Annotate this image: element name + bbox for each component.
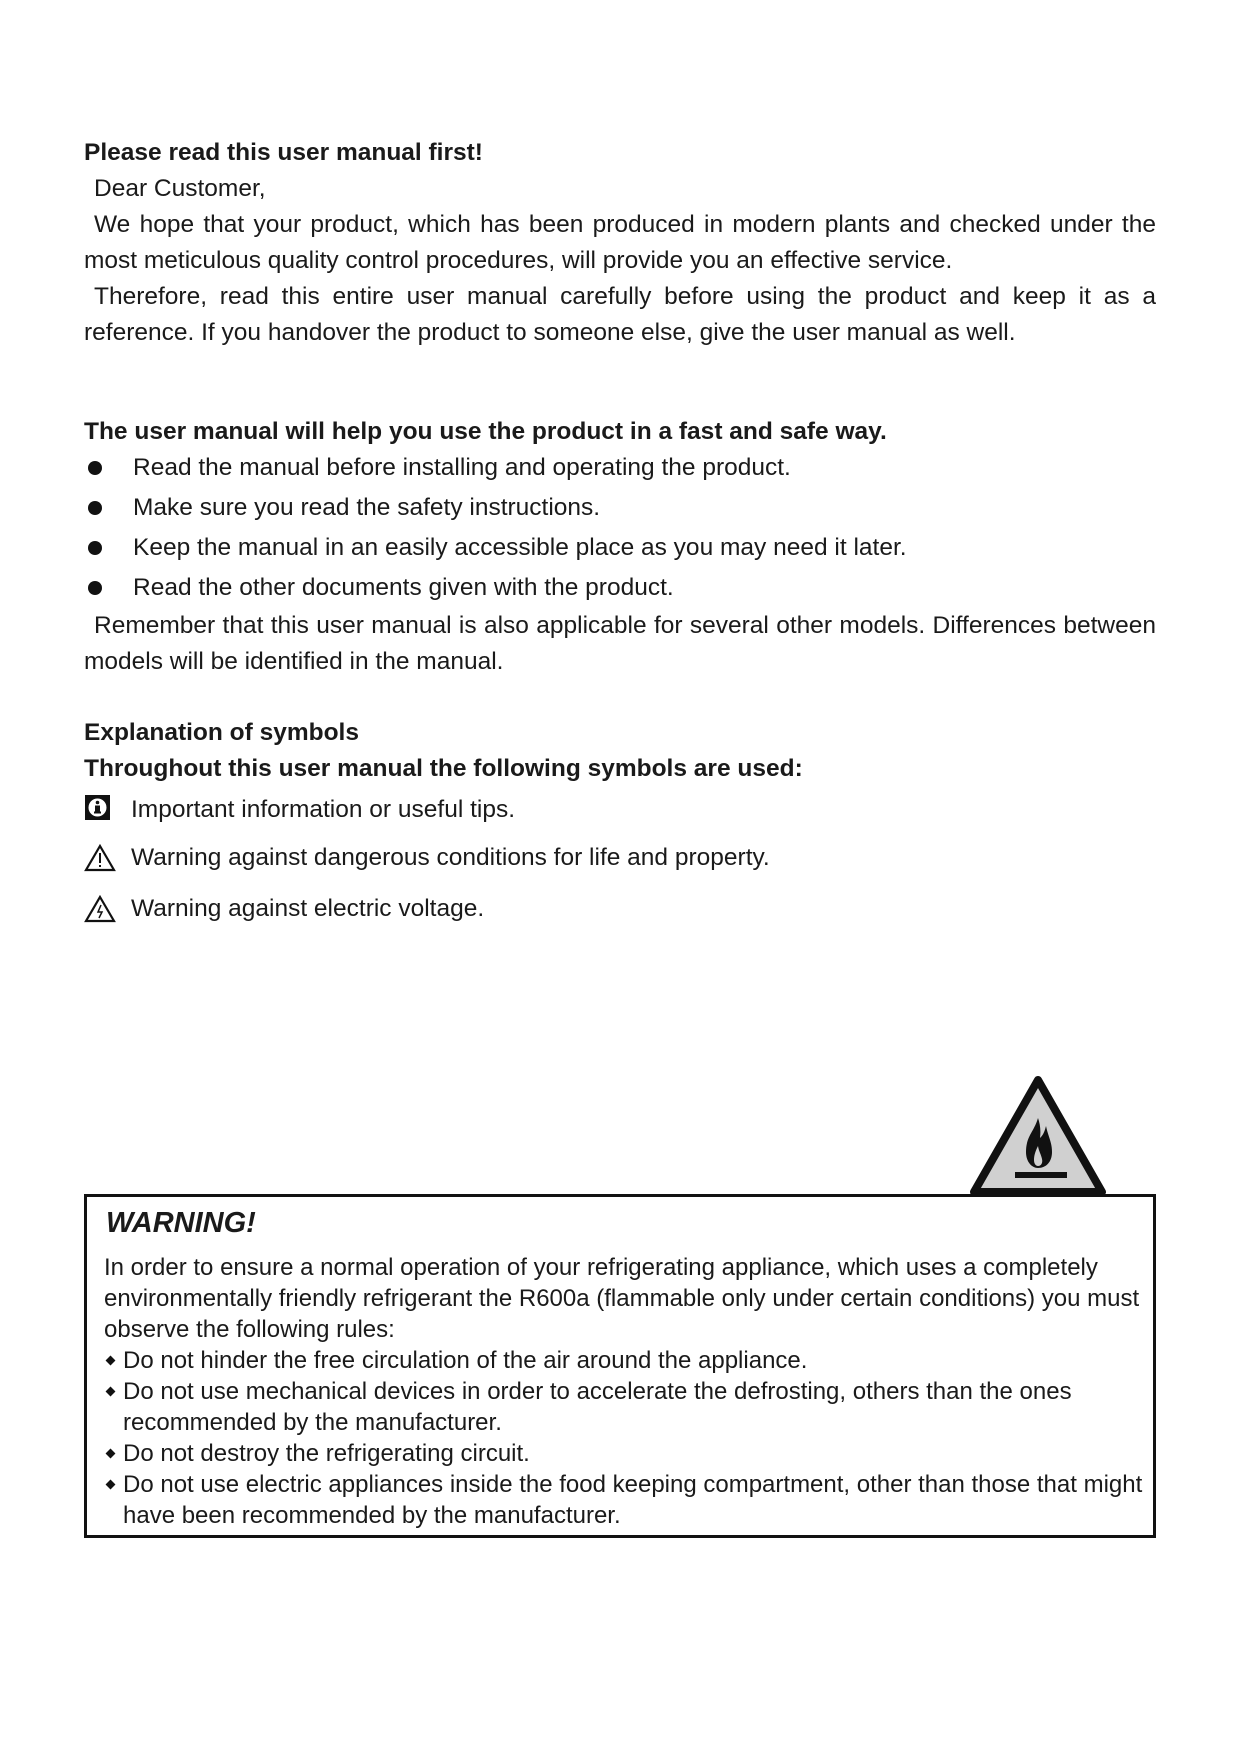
bullet-text: Keep the manual in an easily accessible place as you may need it later. xyxy=(133,534,907,561)
list-item xyxy=(84,568,1156,608)
electric-warning-icon xyxy=(84,895,116,923)
symbol-text: Important information or useful tips. xyxy=(131,796,516,823)
info-icon xyxy=(85,795,110,820)
bullet-text: Read the other documents given with the product. xyxy=(133,574,674,601)
warning-rule xyxy=(104,1345,1144,1376)
greeting: Dear Customer, xyxy=(94,175,266,202)
warning-triangle-icon xyxy=(84,844,116,872)
intro-section xyxy=(84,135,1156,351)
warning-intro: In order to ensure a normal operation of your refrigerating appliance, which uses a completely environmentally friendly refrigerant the R600a (flammable only under certain conditions) you must observe the following rules: xyxy=(104,1254,1140,1343)
help-section xyxy=(84,414,1156,680)
diamond-bullet-icon xyxy=(106,1387,116,1397)
rule-text: Do not use electric appliances inside the food keeping compartment, other than those that might have been recommended by the manufacturer. xyxy=(123,1471,1143,1529)
symbols-subheading: Throughout this user manual the following symbols are used: xyxy=(84,755,803,782)
diamond-bullet-icon xyxy=(106,1480,116,1490)
help-bullet-list xyxy=(84,448,1156,608)
symbols-heading: Explanation of symbols xyxy=(84,719,359,746)
symbol-text: Warning against dangerous conditions for life and property. xyxy=(131,844,770,871)
warning-title: WARNING! xyxy=(106,1207,256,1239)
list-item xyxy=(84,528,1156,568)
symbol-item-info xyxy=(84,787,1156,832)
help-heading: The user manual will help you use the product in a fast and safe way. xyxy=(84,418,887,445)
bullet-icon xyxy=(88,541,102,555)
diamond-bullet-icon xyxy=(106,1449,116,1459)
rule-text: Do not use mechanical devices in order to accelerate the defrosting, others than the ones recommended by the manufacturer. xyxy=(123,1378,1072,1436)
warning-rule xyxy=(104,1438,1144,1469)
warning-rule xyxy=(104,1469,1144,1531)
bullet-icon xyxy=(88,501,102,515)
list-item xyxy=(84,448,1156,488)
rule-text: Do not destroy the refrigerating circuit. xyxy=(123,1440,530,1467)
flammable-warning-icon xyxy=(968,1074,1108,1198)
bullet-text: Read the manual before installing and operating the product. xyxy=(133,454,791,481)
bullet-text: Make sure you read the safety instructions. xyxy=(133,494,601,521)
bullet-icon xyxy=(88,581,102,595)
symbol-item-electric xyxy=(84,883,1156,934)
warning-box xyxy=(84,1194,1156,1538)
diamond-bullet-icon xyxy=(106,1356,116,1366)
intro-paragraph-2: Therefore, read this entire user manual carefully before using the product and keep it as a reference. If you handover the product to someone else, give the user manual as well. xyxy=(84,283,1156,346)
intro-heading: Please read this user manual first! xyxy=(84,139,483,166)
rule-text: Do not hinder the free circulation of the air around the appliance. xyxy=(123,1347,808,1374)
bullet-icon xyxy=(88,461,102,475)
warning-body xyxy=(104,1252,1144,1531)
models-note: Remember that this user manual is also applicable for several other models. Differences between models will be identified in the manual. xyxy=(84,612,1156,675)
warning-rule xyxy=(104,1376,1144,1438)
intro-paragraph-1: We hope that your product, which has been produced in modern plants and checked under the most meticulous quality control procedures, will provide you an effective service. xyxy=(84,211,1156,274)
symbols-section xyxy=(84,715,1156,934)
list-item xyxy=(84,488,1156,528)
symbol-text: Warning against electric voltage. xyxy=(131,895,485,922)
symbol-item-warning xyxy=(84,832,1156,883)
